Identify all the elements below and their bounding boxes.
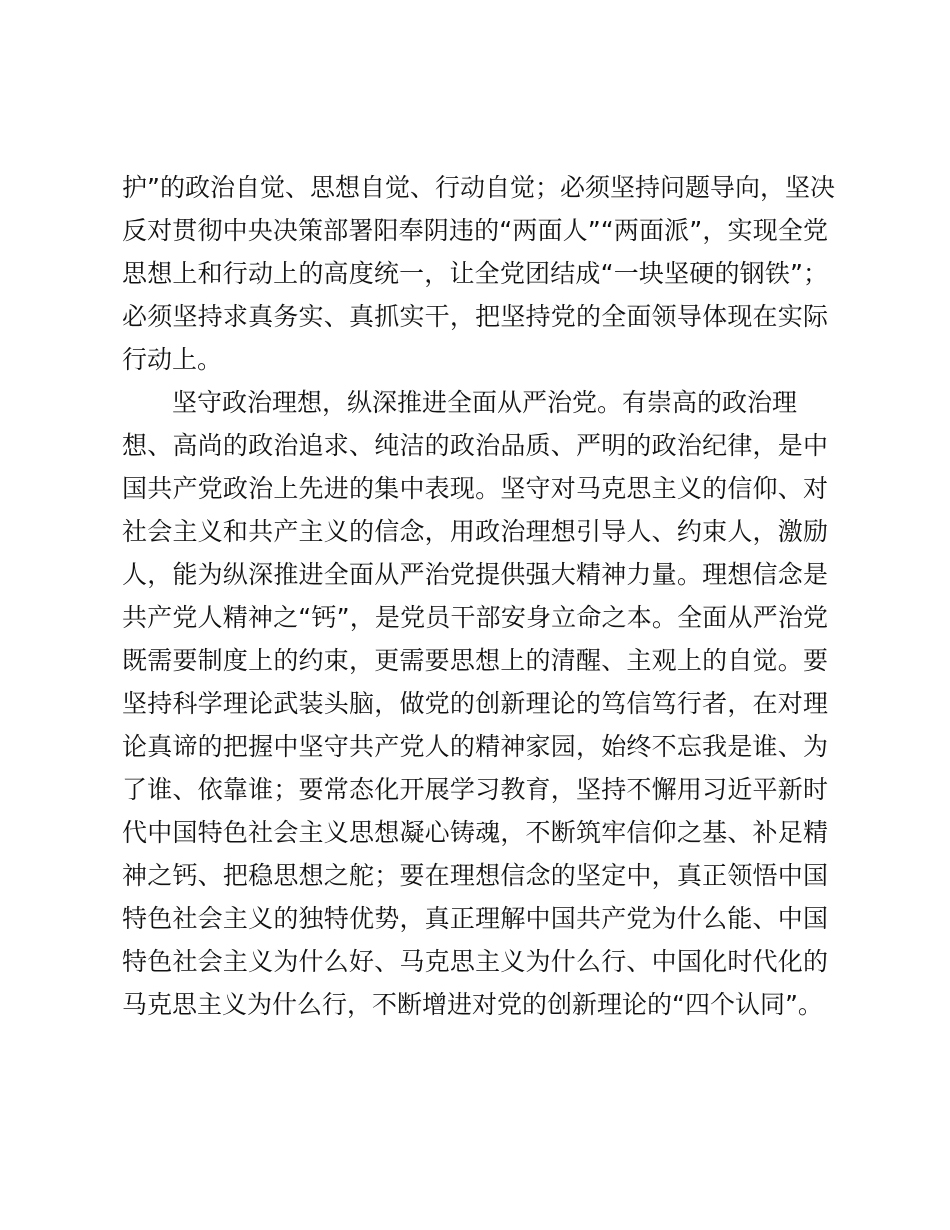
text-line: 想、高尚的政治追求、纯洁的政治品质、严明的政治纪律，是中: [122, 431, 828, 460]
text-line: 马克思主义为什么行，不断增进对党的创新理论的“四个认同”。: [122, 990, 823, 1019]
paragraph-1: [122, 166, 835, 381]
text-line: 特色社会主义为什么好、马克思主义为什么行、中国化时代化的: [122, 947, 828, 976]
text-line: 神之钙、把稳思想之舵；要在理想信念的坚定中，真正领悟中国: [122, 861, 828, 890]
text-line: 坚守政治理想，纵深推进全面从严治党。有崇高的政治理: [172, 388, 798, 417]
document-body: [122, 166, 835, 1026]
paragraph-2: [122, 381, 828, 1026]
text-line: 论真谛的把握中坚守共产党人的精神家园，始终不忘我是谁、为: [122, 732, 828, 761]
text-line: 社会主义和共产主义的信念，用政治理想引导人、约束人，激励: [122, 517, 828, 546]
text-line: 特色社会主义的独特优势，真正理解中国共产党为什么能、中国: [122, 904, 828, 933]
text-line: 国共产党政治上先进的集中表现。坚守对马克思主义的信仰、对: [122, 474, 828, 503]
text-line: 行动上。: [122, 345, 223, 374]
text-line: 思想上和行动上的高度统一，让全党团结成“一块坚硬的钢铁”；: [122, 259, 828, 288]
text-line: 坚持科学理论武装头脑，做党的创新理论的笃信笃行者，在对理: [122, 689, 828, 718]
text-line: 护”的政治自觉、思想自觉、行动自觉；必须坚持问题导向，坚决: [122, 173, 835, 202]
text-line: 了谁、依靠谁；要常态化开展学习教育，坚持不懈用习近平新时: [122, 775, 828, 804]
text-line: 共产党人精神之“钙”，是党员干部安身立命之本。全面从严治党: [122, 603, 828, 632]
text-line: 人，能为纵深推进全面从严治党提供强大精神力量。理想信念是: [122, 560, 828, 589]
text-line: 反对贯彻中央决策部署阳奉阴违的“两面人”“两面派”，实现全党: [122, 216, 828, 245]
text-line: 必须坚持求真务实、真抓实干，把坚持党的全面领导体现在实际: [122, 302, 828, 331]
text-line: 既需要制度上的约束，更需要思想上的清醒、主观上的自觉。要: [122, 646, 828, 675]
text-line: 代中国特色社会主义思想凝心铸魂，不断筑牢信仰之基、补足精: [122, 818, 828, 847]
